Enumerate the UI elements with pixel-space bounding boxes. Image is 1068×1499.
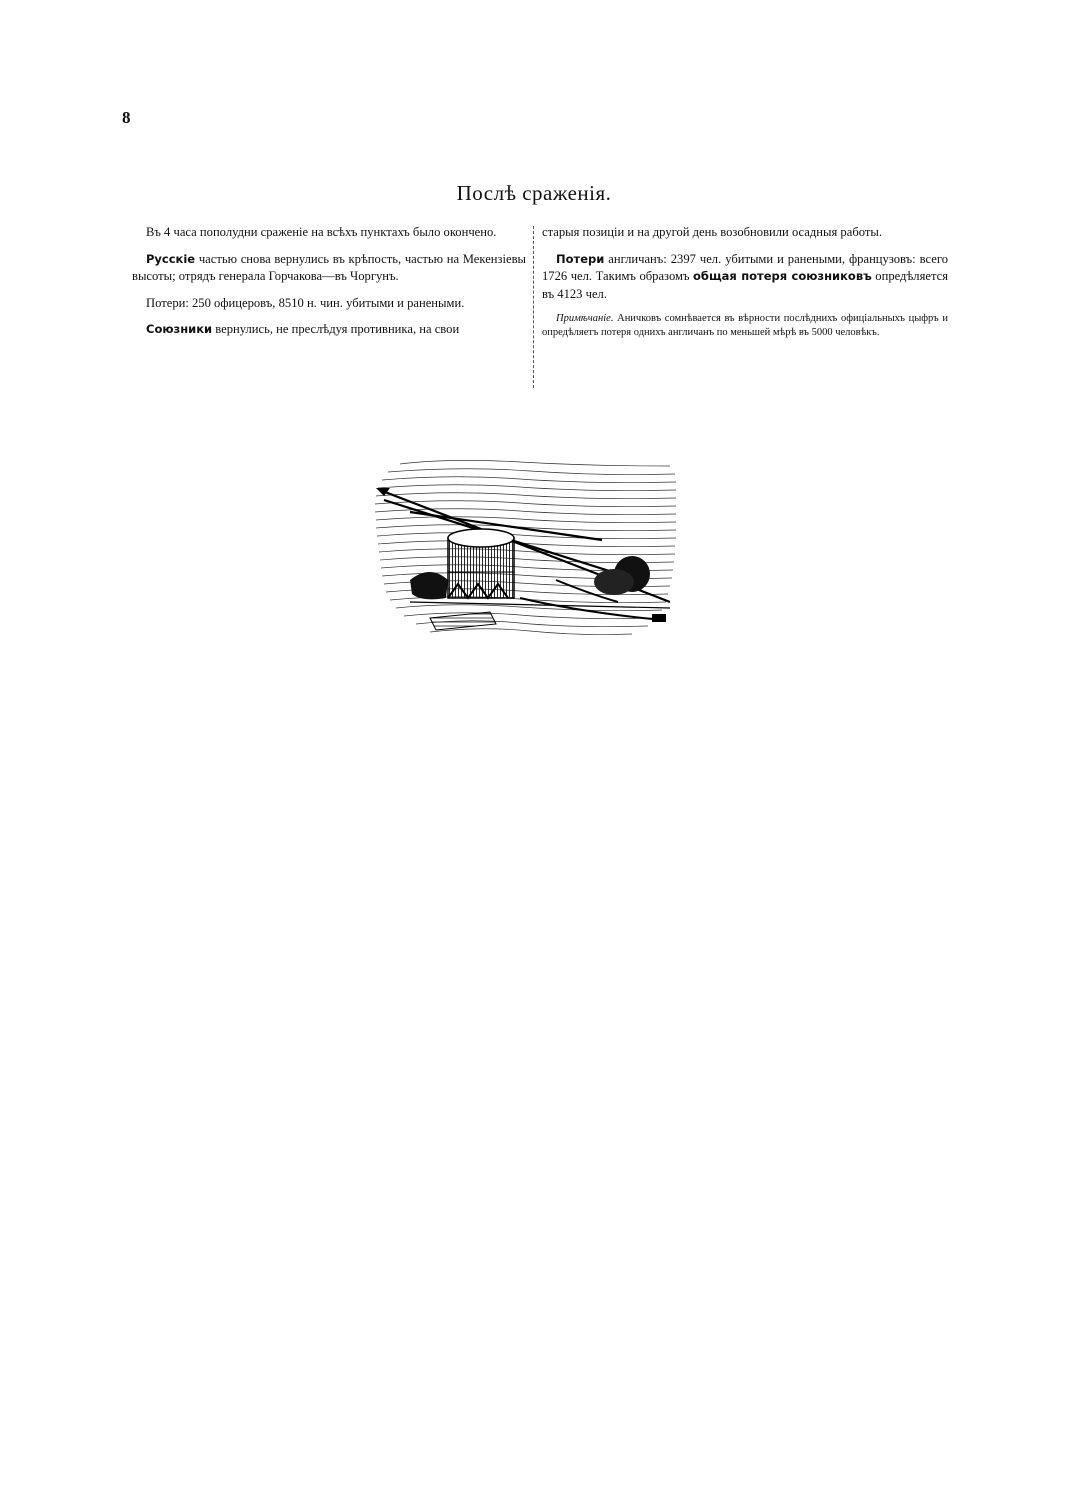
losses-text-a: англичанъ: 2397 чел. убитыми и ранеными, французовъ: всего 1726 чел. Такимъ образомъ [542,251,948,283]
page-title: Послѣ сраженія. [456,181,612,205]
right-column [542,224,948,349]
flag-icon [430,612,496,630]
paragraph-allied-losses [542,251,948,304]
bold-russians: Русскіе [146,251,196,266]
footnote [542,312,948,340]
bold-allies: Союзники [146,322,213,336]
boot-icon [410,572,448,599]
sword-hilt-icon [652,614,666,622]
paragraph-russian-losses: Потери: 250 офицеровъ, 8510 н. чин. убитыми и ранеными. [146,295,465,310]
page-number: 8 [122,108,131,127]
left-column [132,224,526,348]
column-divider [533,226,534,388]
footnote-label: Примѣчаніе. [556,313,614,324]
footnote-text: Аничковъ сомнѣвается въ вѣрности послѣднихъ офиціальныхъ цыфръ и опредѣляетъ потеря однихъ англичанъ по меньшей мѣрѣ въ 5000 человѣкъ. [542,313,948,338]
trophy-engraving [370,452,680,648]
paragraph-allies [132,321,526,339]
paragraph-russians-text: частью снова вернулись въ крѣпость, частью на Мекензіевы высоты; отрядъ генерала Горчакова—въ Чоргунъ. [132,251,526,283]
paragraph-allies-text: вернулись, не преслѣдуя противника, на свои [212,322,460,336]
paragraph-russians [132,251,526,286]
helmet-icon [594,569,634,595]
bold-losses: Потери [556,251,605,266]
paragraph-end-of-battle: Въ 4 часа пополудни сраженіе на всѣхъ пунктахъ было окончено. [146,225,497,239]
bold-total-loss: общая потеря союзниковъ [693,269,872,283]
engraved-background [375,460,676,634]
drum [448,529,514,598]
paragraph-continuation: старыя позиціи и на другой день возобновили осадныя работы. [542,225,882,239]
losses-text-b: опредѣляется въ 4123 чел. [542,269,948,301]
